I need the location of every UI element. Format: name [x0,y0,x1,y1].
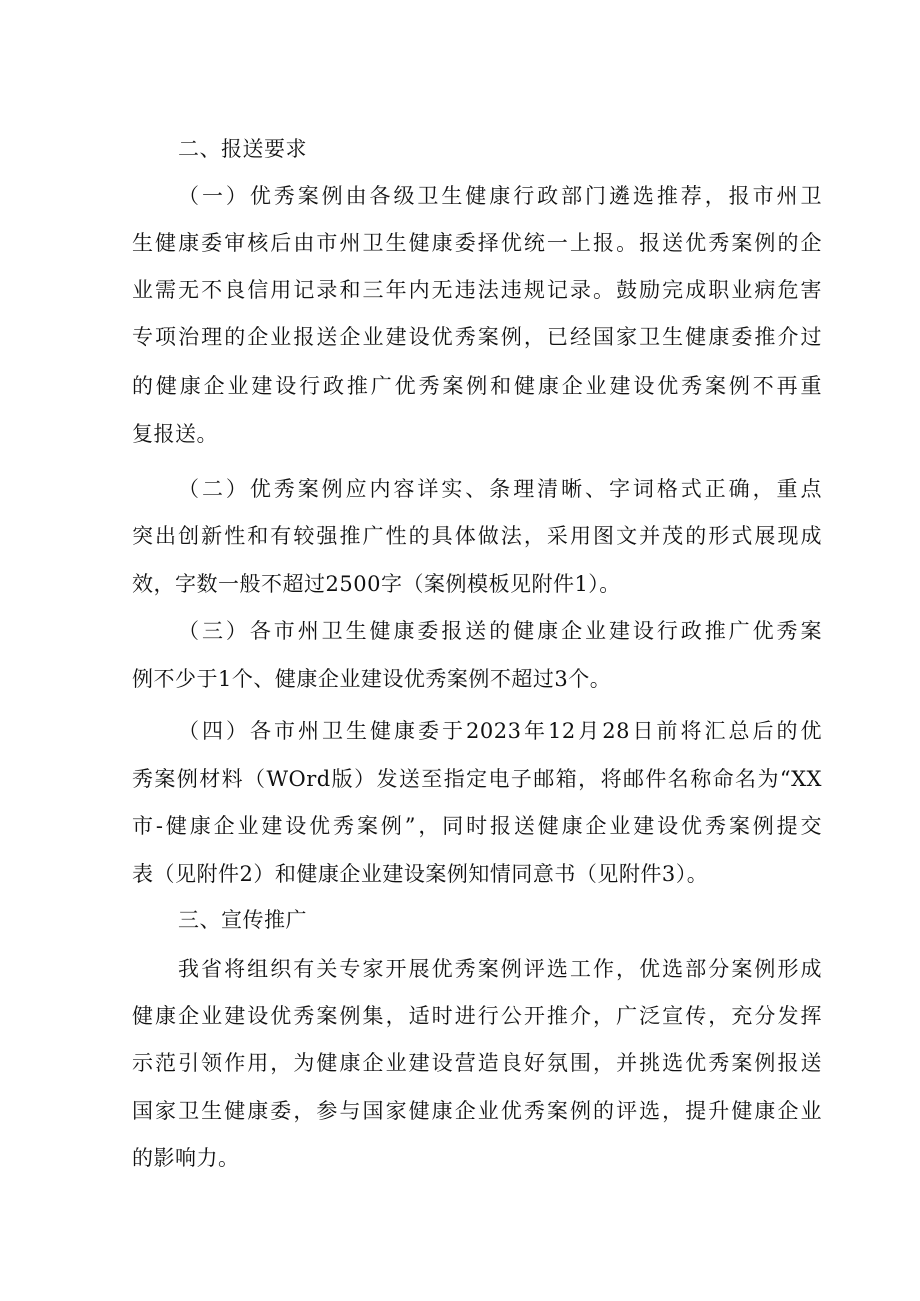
paragraph-line: （一）优秀案例由各级卫生健康行政部门遴选推荐，报市州卫 [178,184,822,208]
paragraph-line: （四）各市州卫生健康委于2023年12月28日前将汇总后的优 [178,719,822,743]
paragraph-line: 复报送。 [132,422,218,446]
paragraph-line: （二）优秀案例应内容详实、条理清晰、字词格式正确，重点 [178,477,822,501]
paragraph-line: 的健康企业建设行政推广优秀案例和健康企业建设优秀案例不再重 [132,374,822,398]
paragraph-line: 生健康委审核后由市州卫生健康委择优统一上报。报送优秀案例的企 [132,231,822,255]
paragraph-line: 示范引领作用，为健康企业建设营造良好氛围，并挑选优秀案例报送 [132,1051,822,1075]
section-heading-publicity: 三、宣传推广 [178,908,307,932]
section-heading-submission-requirements: 二、报送要求 [178,137,307,161]
paragraph-line: 突出创新性和有较强推广性的具体做法，采用图文并茂的形式展现成 [132,524,822,548]
paragraph-line: 的影响力。 [132,1146,240,1170]
paragraph-line: 我省将组织有关专家开展优秀案例评选工作，优选部分案例形成 [178,957,822,981]
paragraph-line: 市-健康企业建设优秀案例”，同时报送健康企业建设优秀案例提交 [132,814,822,838]
paragraph-line: 例不少于1个、健康企业建设优秀案例不超过3个。 [132,667,612,691]
paragraph-line: 效，字数一般不超过2500字（案例模板见附件1）。 [132,572,621,596]
paragraph-line: 国家卫生健康委，参与国家健康企业优秀案例的评选，提升健康企业 [132,1099,822,1123]
paragraph-line: （三）各市州卫生健康委报送的健康企业建设行政推广优秀案 [178,619,822,643]
paragraph-line: 业需无不良信用记录和三年内无违法违规记录。鼓励完成职业病危害 [132,278,822,302]
paragraph-line: 健康企业建设优秀案例集，适时进行公开推介，广泛宣传，充分发挥 [132,1004,822,1028]
paragraph-line: 表（见附件2）和健康企业建设案例知情同意书（见附件3）。 [132,862,709,886]
paragraph-line: 专项治理的企业报送企业建设优秀案例，已经国家卫生健康委推介过 [132,325,822,349]
paragraph-line: 秀案例材料（WOrd版）发送至指定电子邮箱，将邮件名称命名为“XX [132,767,822,791]
